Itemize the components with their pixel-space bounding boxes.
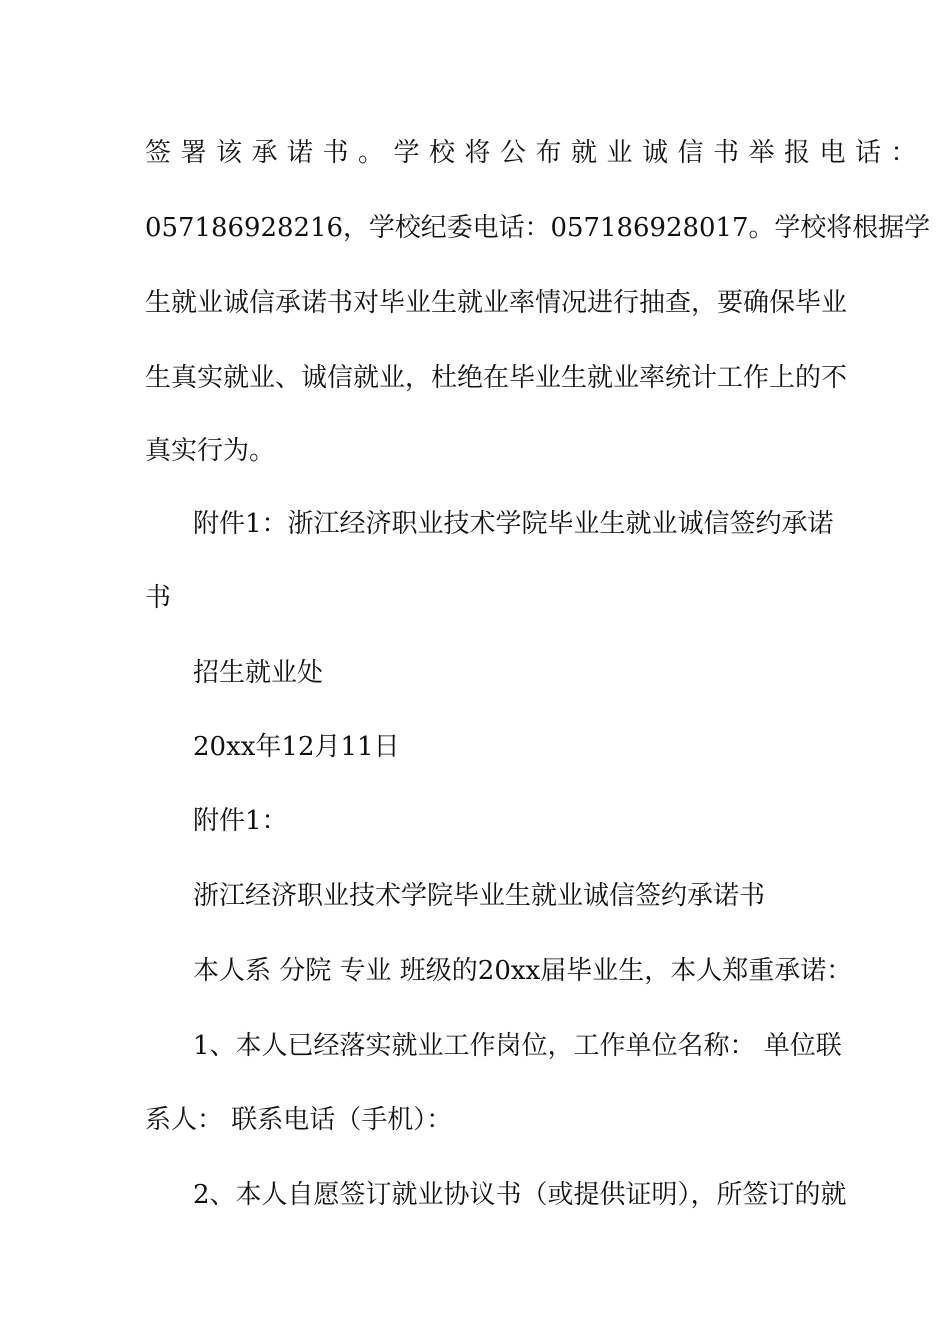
paragraph-line: 生真实就业、诚信就业，杜绝在毕业生就业率统计工作上的不: [145, 363, 848, 393]
attachment-label: 附件1：: [193, 806, 288, 836]
attachment-heading: 浙江经济职业技术学院毕业生就业诚信签约承诺书: [193, 881, 766, 911]
attachment-title-line: 书: [145, 583, 172, 613]
pledge-item-line: 1、本人已经落实就业工作岗位，工作单位名称： 单位联: [193, 1031, 842, 1061]
paragraph-line: 签署该承诺书。学校将公布就业诚信书举报电话：: [145, 138, 927, 168]
pledge-intro: 本人系 分院 专业 班级的20xx届毕业生，本人郑重承诺：: [193, 956, 853, 986]
paragraph-line: 057186928216，学校纪委电话：057186928017。学校将根据学: [145, 213, 931, 243]
pledge-item-line: 2、本人自愿签订就业协议书（或提供证明），所签订的就: [193, 1180, 847, 1210]
document-date: 20xx年12月11日: [193, 732, 400, 762]
paragraph-line: 生就业诚信承诺书对毕业生就业率情况进行抽查，要确保毕业: [145, 288, 848, 318]
department-signature: 招生就业处: [193, 658, 324, 688]
attachment-title-line: 附件1：浙江经济职业技术学院毕业生就业诚信签约承诺: [193, 509, 834, 539]
paragraph-line: 真实行为。: [145, 436, 276, 466]
pledge-item-line: 系人： 联系电话（手机）：: [145, 1105, 453, 1135]
